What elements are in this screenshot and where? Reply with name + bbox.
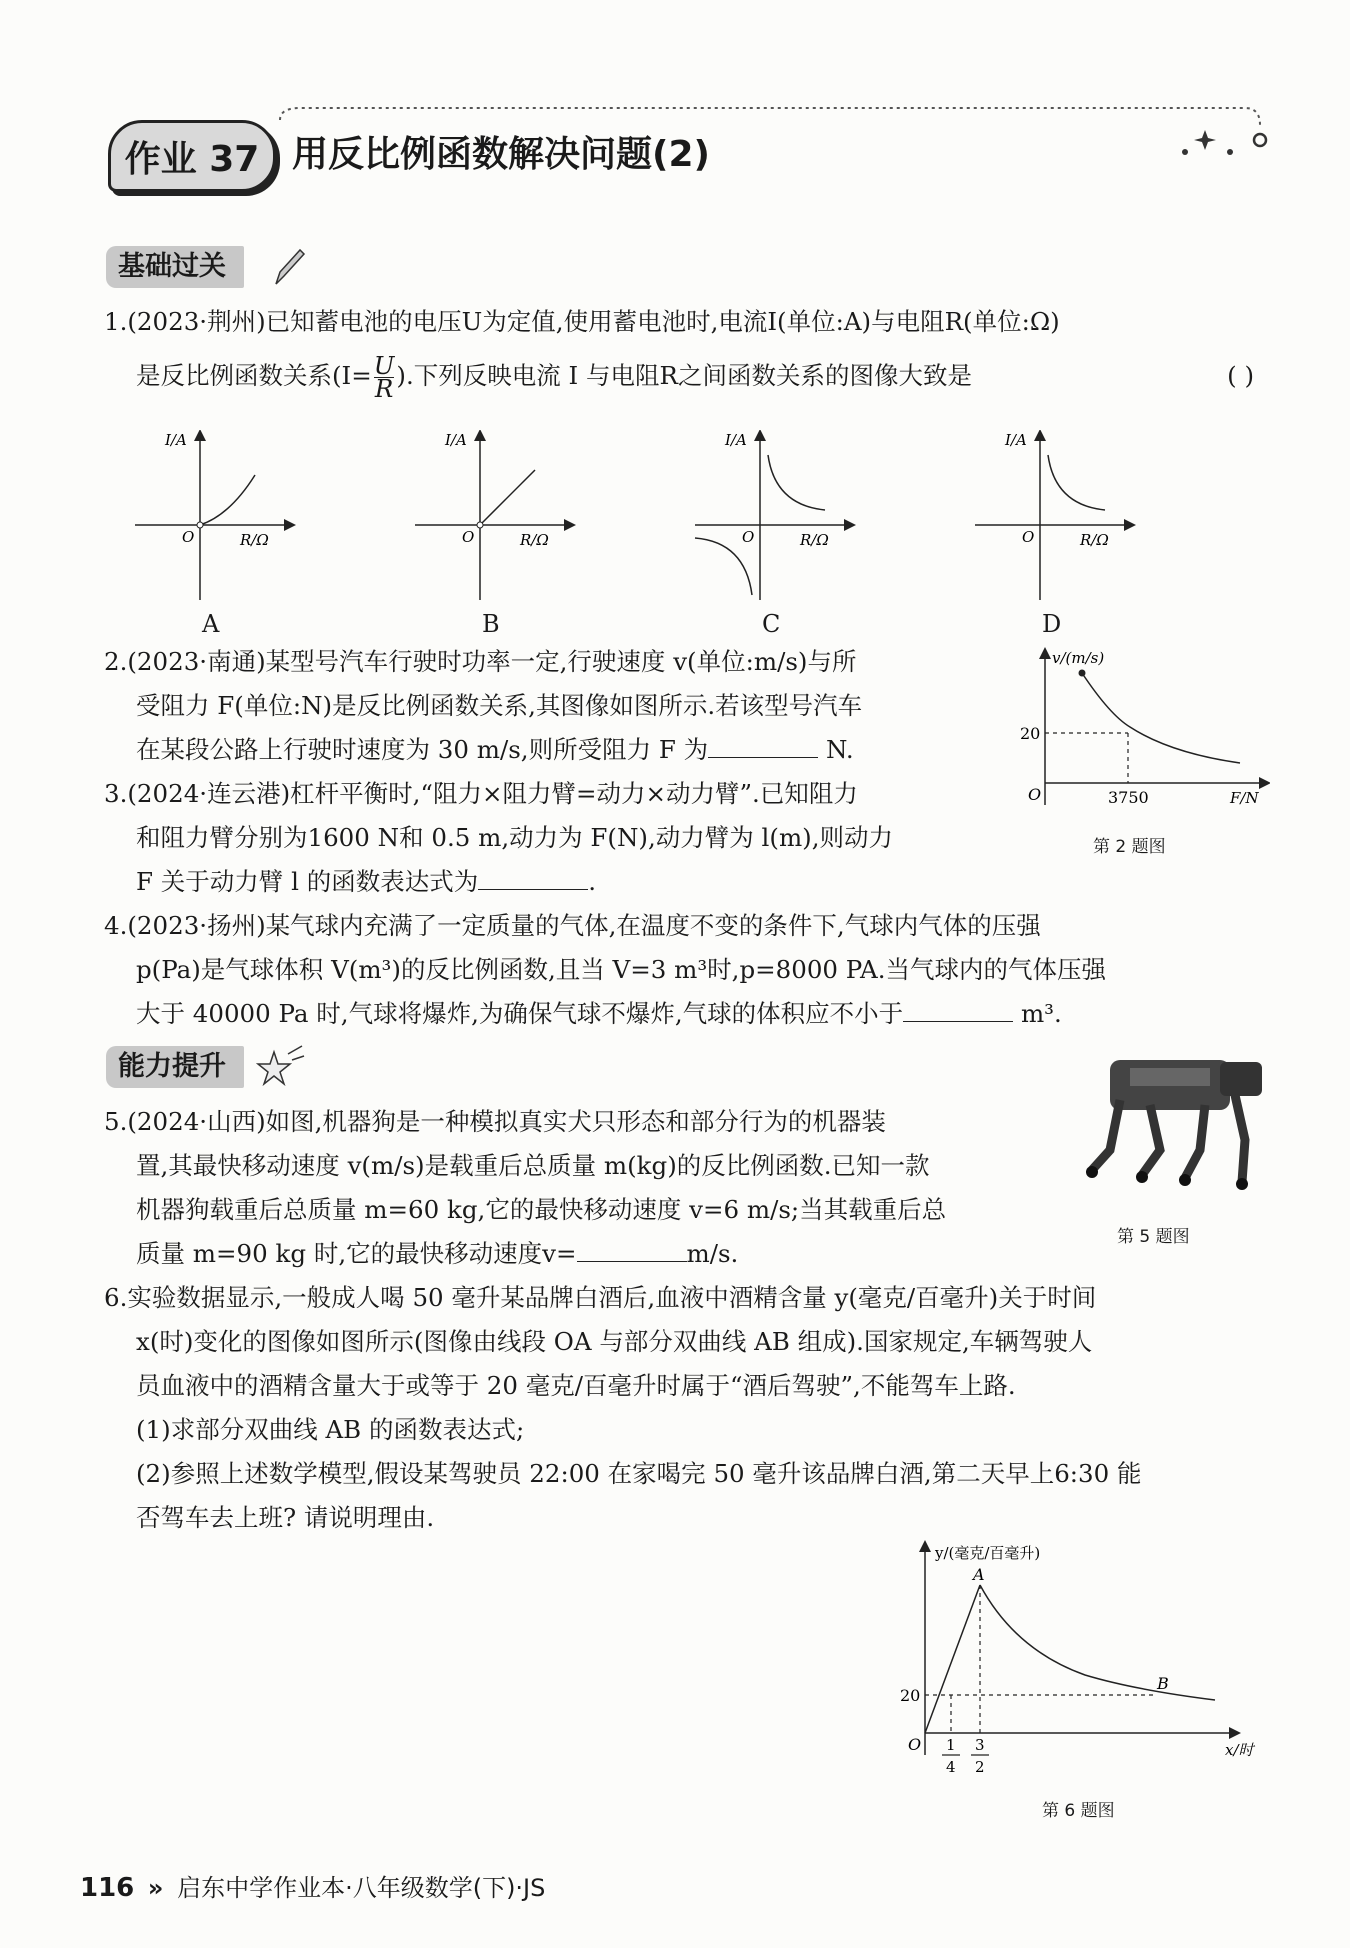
graph-d — [970, 430, 1140, 600]
chevron-right-icon: » — [147, 1874, 164, 1902]
x-label: F/N — [1230, 789, 1259, 807]
y-tick: 20 — [900, 1686, 921, 1705]
y-label: I/A — [445, 431, 467, 449]
star-icon — [252, 1044, 306, 1090]
question-2: 2.(2023·南通)某型号汽车行驶时功率一定,行驶速度 v(单位:m/s)与所 受阻力 F(单位:N)是反比例函数关系,其图像如图所示.若该型号汽车 在某段公路上行驶时速度为 30 m/s,则所受阻力 F 为 N. — [104, 647, 863, 764]
caption-q5: 第 5 题图 — [1117, 1227, 1190, 1247]
answer-blank-q2[interactable] — [708, 733, 818, 759]
y-label: v/(m/s) — [1052, 649, 1105, 667]
y-tick: 20 — [1020, 724, 1041, 743]
origin-label: O — [1022, 528, 1035, 546]
question-1: 1.(2023·荆州)已知蓄电池的电压U为定值,使用蓄电池时,电流I(单位:A)与电阻R(单位:Ω) 是反比例函数关系(I= $\frac{U}{R}$ ).下列反映电流 I 与电阻R之间函数关系的图像大致是 ( ) — [104, 307, 1254, 403]
q2-graph — [1020, 645, 1270, 815]
answer-blank-q4[interactable] — [903, 997, 1013, 1023]
x-tick1-num: 1 — [946, 1736, 956, 1754]
x-label: R/Ω — [800, 531, 829, 549]
question-5: 5.(2024·山西)如图,机器狗是一种模拟真实犬只形态和部分行为的机器装 置,其最快移动速度 v(m/s)是载重后总质量 m(kg)的反比例函数.已知一款 机器狗载重后总质量 m=60 kg,它的最快移动速度 v=6 m/s;当其载重后总 质量 m=90 kg 时,它的最快移动速度v= m/s. — [104, 1107, 947, 1268]
page-footer — [80, 1868, 545, 1903]
x-label: x/时 — [1225, 1741, 1254, 1759]
graph-c — [690, 430, 860, 600]
option-c[interactable]: C — [762, 610, 781, 638]
point-b-label: B — [1157, 1674, 1169, 1693]
robot-dog-image — [1070, 1040, 1270, 1200]
pencil-icon — [270, 244, 306, 290]
origin-label: O — [462, 528, 475, 546]
homework-badge: 作业 37 — [108, 120, 276, 192]
question-4: 4.(2023·扬州)某气球内充满了一定质量的气体,在温度不变的条件下,气球内气体的压强 p(Pa)是气球体积 V(m³)的反比例函数,且当 V=3 m³时,p=8000 PA.当气球内的气体压强 大于 40000 Pa 时,气球将爆炸,为确保气球不爆炸,气球的体积应不小于 m³. — [104, 911, 1107, 1028]
origin-label: O — [742, 528, 755, 546]
q6-graph — [895, 1540, 1275, 1790]
y-label: I/A — [725, 431, 747, 449]
fraction-u-over-r: $\frac{U}{R}$ — [373, 351, 395, 403]
origin-label: O — [182, 528, 195, 546]
x-tick1-den: 4 — [946, 1758, 956, 1776]
option-b[interactable]: B — [482, 610, 500, 638]
x-tick: 3750 — [1108, 788, 1149, 807]
q1-option-graphs — [130, 430, 1280, 650]
book-title: 启东中学作业本·八年级数学(下)·JS — [177, 1874, 546, 1902]
option-a[interactable]: A — [202, 610, 220, 638]
y-label: I/A — [1005, 431, 1027, 449]
caption-q2: 第 2 题图 — [1093, 837, 1166, 857]
section-basic: 基础过关 — [106, 246, 244, 288]
y-label: I/A — [165, 431, 187, 449]
page-number: 116 — [80, 1873, 135, 1903]
x-label: R/Ω — [240, 531, 269, 549]
answer-blank-q3[interactable] — [478, 865, 588, 891]
graph-b — [410, 430, 580, 600]
page-title: 用反比例函数解决问题(2) — [292, 134, 710, 175]
y-label: y/(毫克/百毫升) — [935, 1544, 1041, 1562]
question-3: 3.(2024·连云港)杠杆平衡时,“阻力×阻力臂=动力×动力臂”.已知阻力 和阻力臂分别为1600 N和 0.5 m,动力为 F(N),动力臂为 l(m),则动力 F 关于动力臂 l 的函数表达式为 . — [104, 779, 894, 896]
x-label: R/Ω — [520, 531, 549, 549]
origin-label: O — [1028, 785, 1042, 804]
x-tick2-num: 3 — [975, 1736, 985, 1754]
caption-q6: 第 6 题图 — [1042, 1801, 1115, 1821]
x-tick2-den: 2 — [975, 1758, 985, 1776]
graph-a — [130, 430, 300, 600]
answer-bracket: ( ) — [1227, 361, 1254, 390]
answer-blank-q5[interactable] — [577, 1237, 687, 1263]
option-d[interactable]: D — [1042, 610, 1062, 638]
x-label: R/Ω — [1080, 531, 1109, 549]
section-advanced: 能力提升 — [106, 1046, 244, 1088]
question-6: 6.实验数据显示,一般成人喝 50 毫升某品牌白酒后,血液中酒精含量 y(毫克/百毫升)关于时间 x(时)变化的图像如图所示(图像由线段 OA 与部分双曲线 AB 组成).国家规定,车辆驾驶人 员血液中的酒精含量大于或等于 20 毫克/百毫升时属于“酒后驾驶”,不能驾车上路. (1)求部分双曲线 AB 的函数表达式; (2)参照上述数学模型,假设某驾驶员 22:00 在家喝完 50 毫升该品牌白酒,第二天早上6:30 能 否驾车去上班? 请说明理由. — [104, 1283, 1142, 1532]
point-a-label: A — [973, 1565, 985, 1584]
origin-label: O — [908, 1735, 922, 1754]
